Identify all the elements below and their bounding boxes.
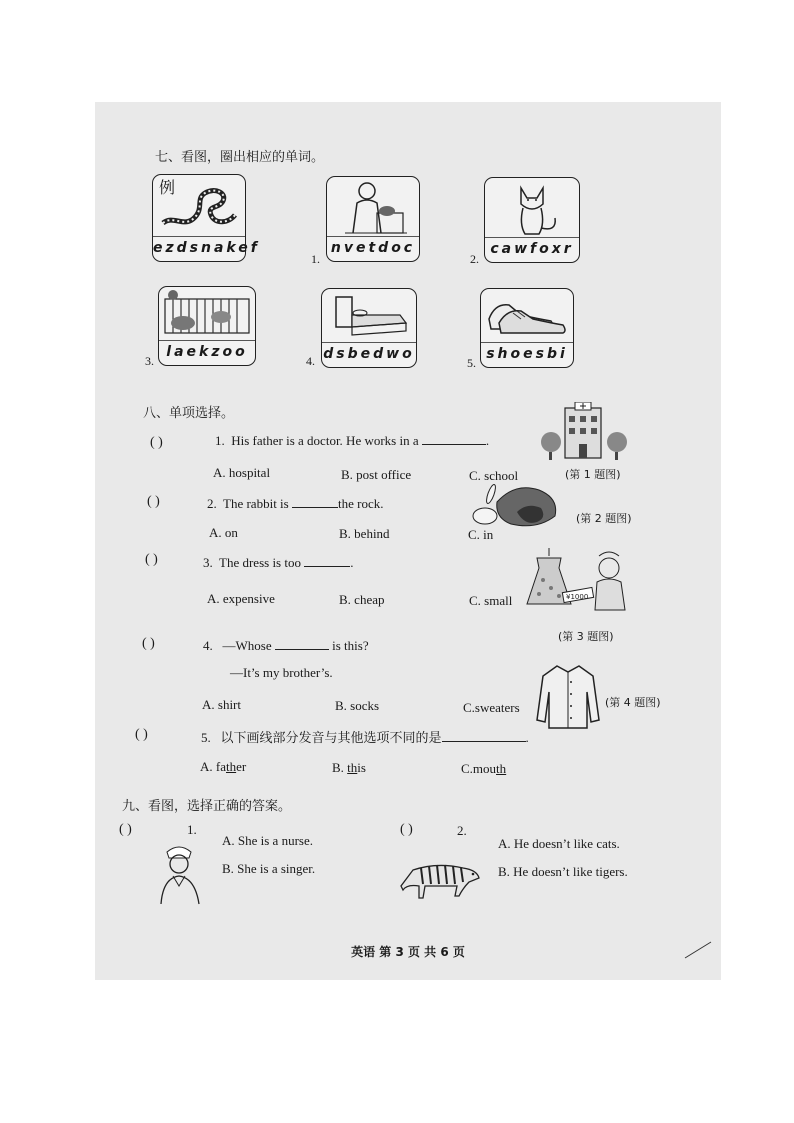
card-number: 4. (306, 354, 315, 368)
question-after: is this? (332, 638, 369, 653)
figure-caption-2: (第 2 题图) (576, 512, 632, 525)
question-number: 1. (187, 822, 197, 837)
zoo-icon (159, 287, 255, 339)
doctor-icon (327, 177, 419, 235)
answer-paren[interactable]: ( ) (119, 822, 132, 837)
dress-shop-icon (519, 544, 635, 624)
exam-page (95, 102, 721, 980)
section9-title: 九、看图，选择正确的答案。 (122, 799, 292, 814)
answer-blank (292, 495, 338, 508)
question-4 (203, 637, 369, 654)
option-a: A. on (209, 525, 238, 540)
question-number: 2. (207, 496, 217, 511)
page-footer: 英语 第 3 页 共 6 页 (351, 945, 465, 959)
option-a: A. hospital (213, 465, 271, 480)
answer-paren[interactable]: ( ) (135, 727, 148, 742)
option-b: B. behind (339, 526, 390, 541)
question-text: His father is a doctor. He works in a (231, 433, 419, 448)
option-a: A. shirt (202, 697, 241, 712)
answer-line: —It’s my brother’s. (230, 665, 333, 680)
section8-title: 八、单项选择。 (143, 406, 235, 421)
card-number: 1. (311, 252, 320, 266)
card-shoes (480, 288, 574, 368)
question-text: The dress is too (219, 555, 301, 570)
price-tag-text: ¥1000 (566, 593, 589, 601)
option-c: C.mouth (461, 761, 507, 776)
figure-caption-4: (第 4 题图) (605, 696, 661, 709)
question-number: 1. (215, 433, 225, 448)
question-number: 3. (203, 555, 213, 570)
question-text: —Whose (222, 638, 272, 653)
word-letters: dsbedwo (322, 342, 416, 365)
option-a: A. expensive (207, 591, 275, 606)
option-b: B. He doesn’t like tigers. (498, 864, 628, 879)
option-b: B. She is a singer. (222, 861, 316, 876)
option-a: A. She is a nurse. (222, 833, 313, 848)
word-letters: ezdsnakef (153, 236, 245, 259)
card-bed (321, 288, 417, 368)
option-a: A. He doesn’t like cats. (498, 836, 620, 851)
section7-title: 七、看图，圈出相应的单词。 (155, 150, 325, 165)
question-after: . (350, 555, 354, 570)
word-letters: nvetdoc (327, 236, 419, 259)
question-after: . (485, 433, 490, 448)
answer-paren[interactable]: ( ) (150, 435, 163, 450)
snake-icon (153, 175, 245, 235)
tiger-icon (397, 854, 483, 904)
answer-blank (304, 554, 350, 567)
word-letters: cawfoxr (485, 237, 579, 260)
card-vet-doctor (326, 176, 420, 262)
option-c: C.sweaters (463, 700, 520, 715)
question-number: 5. (201, 730, 211, 745)
bed-icon (322, 289, 416, 341)
question-after: . (525, 730, 529, 745)
card-number: 5. (467, 356, 476, 370)
question-5 (201, 727, 529, 746)
answer-paren[interactable]: ( ) (145, 552, 158, 567)
answer-paren[interactable]: ( ) (142, 636, 155, 651)
option-b: B. cheap (339, 592, 385, 607)
option-b: B. this (332, 760, 366, 775)
option-b: B. socks (335, 698, 380, 713)
question-2 (207, 495, 383, 512)
answer-blank (275, 637, 329, 650)
option-c: C. in (468, 527, 494, 542)
answer-blank (442, 729, 526, 742)
answer-paren[interactable]: ( ) (400, 822, 413, 837)
fox-icon (485, 178, 579, 236)
figure-caption-3: (第 3 题图) (558, 630, 614, 643)
shirt-icon (535, 662, 601, 730)
hospital-icon (537, 402, 629, 464)
pen-mark-icon (683, 940, 713, 960)
word-letters: laekzoo (159, 340, 255, 363)
example-label: 例 (159, 178, 176, 197)
option-b: B. post office (341, 467, 412, 482)
question-1 (215, 432, 489, 449)
option-c: C. school (469, 468, 519, 483)
question-text: 以下画线部分发音与其他选项不同的是 (220, 731, 442, 746)
word-letters: shoesbi (481, 342, 573, 365)
shoes-icon (481, 289, 573, 341)
option-a: A. father (200, 759, 247, 774)
rabbit-rock-icon (467, 472, 567, 532)
card-number: 3. (145, 354, 154, 368)
card-fox (484, 177, 580, 263)
card-number: 2. (470, 252, 479, 266)
question-text: The rabbit is (223, 496, 289, 511)
figure-caption-1: (第 1 题图) (565, 468, 621, 481)
card-zoo (158, 286, 256, 366)
example-card-snake (152, 174, 260, 262)
question-after: the rock. (337, 496, 384, 511)
question-number: 2. (457, 823, 467, 838)
nurse-icon (151, 842, 207, 906)
answer-blank (422, 432, 486, 445)
question-3 (203, 554, 353, 571)
question-number: 4. (203, 638, 213, 653)
option-c: C. small (469, 593, 513, 608)
answer-paren[interactable]: ( ) (147, 494, 160, 509)
